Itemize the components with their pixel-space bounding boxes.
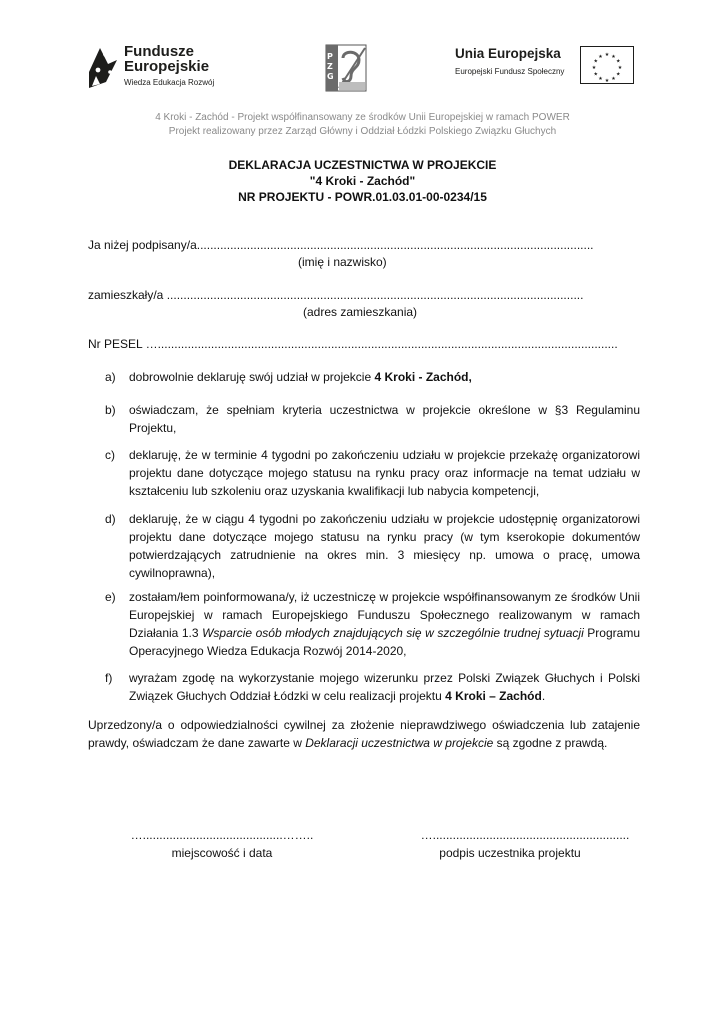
fe-subtitle: Wiedza Edukacja Rozwój bbox=[124, 78, 215, 87]
item-text: oświadczam, że spełniam kryteria uczestnictwa w projekcie określone w §3 Regulaminu Projektu, bbox=[129, 403, 640, 435]
item-letter: e) bbox=[105, 590, 116, 604]
declaration-item-c bbox=[105, 446, 640, 500]
fundusze-europejskie-name bbox=[124, 44, 209, 74]
fe-line2: Europejskie bbox=[124, 58, 210, 75]
signature-field[interactable]: …........................................................... bbox=[420, 828, 630, 842]
svg-text:★: ★ bbox=[615, 71, 621, 78]
item-italic-text: Wsparcie osób młodych znajdujących się w szczególnie trudnej sytuacji bbox=[202, 626, 584, 640]
item-letter: b) bbox=[105, 403, 116, 417]
project-number: NR PROJEKTU - POWR.01.03.01-00-0234/15 bbox=[238, 190, 487, 204]
project-line-1: 4 Kroki - Zachód - Projekt współfinansowany ze środków Unii Europejskiej w ramach POWER bbox=[155, 112, 570, 123]
item-bold-text: 4 Kroki – Zachód bbox=[445, 689, 542, 703]
address-field[interactable]: zamieszkały/a ............................................................................................................................. bbox=[88, 288, 584, 302]
place-date-field[interactable]: …..........................................…….. bbox=[130, 828, 314, 842]
eu-flag-icon bbox=[580, 46, 634, 84]
declaration-item-b bbox=[105, 401, 640, 437]
unia-europejska-text bbox=[455, 46, 573, 76]
closing-statement: Uprzedzony/a o odpowiedzialności cywilnej za złożenie nieprawdziwego oświadczenia lub zatajenie prawdy, oświadczam że dane zawarte w Deklaracji uczestnictwa w projekcie są zgodne z prawdą. bbox=[88, 718, 640, 750]
svg-text:★: ★ bbox=[598, 76, 603, 83]
fundusze-europejskie-logo bbox=[86, 42, 246, 92]
project-line-2: Projekt realizowany przez Zarząd Główny i Oddział Łódzki Polskiego Związku Głuchych bbox=[168, 126, 557, 137]
svg-text:★: ★ bbox=[615, 58, 621, 65]
declaration-item-e bbox=[105, 588, 640, 660]
item-text: dobrowolnie deklaruję swój udział w projekcie 4 Kroki - Zachód, bbox=[129, 370, 472, 384]
name-field[interactable]: Ja niżej podpisany/a....................................................................................................................... bbox=[88, 238, 594, 252]
svg-text:★: ★ bbox=[617, 65, 623, 71]
svg-text:★: ★ bbox=[611, 53, 616, 60]
item-letter: c) bbox=[105, 448, 115, 462]
item-bold-text: 4 Kroki - Zachód, bbox=[374, 370, 472, 384]
item-text: deklaruję, że w terminie 4 tygodni po zakończeniu udziału w projekcie przekażę organizatorowi projektu dane dotyczące mojego statusu na rynku pracy oraz informacje na temat udziału w kształceniu lub szkoleniu oraz uzyskania kwalifikacji lub nabycia kompetencji, bbox=[129, 448, 640, 498]
pzg-logo bbox=[325, 44, 367, 92]
name-caption: (imię i nazwisko) bbox=[298, 255, 387, 269]
place-date-label: miejscowość i data bbox=[171, 846, 273, 860]
svg-text:★: ★ bbox=[591, 65, 597, 71]
declaration-item-a bbox=[105, 368, 640, 386]
ue-subtitle: Europejski Fundusz Społeczny bbox=[455, 67, 565, 76]
pzg-letters: PZG bbox=[327, 52, 334, 81]
item-letter: a) bbox=[105, 370, 116, 384]
closing-italic-text: Deklaracji uczestnictwa w projekcie bbox=[305, 736, 494, 750]
item-text: zostałam/łem poinformowana/y, iż uczestniczę w projekcie współfinansowanym ze środków Unii Europejskiej w ramach Europejskiego Funduszu Społecznego realizowanym w ramach Działania 1.3 Wsparcie osób młodych znajdujących się w szczególnie trudnej sytuacji Programu Operacyjnego Wiedza Edukacja Rozwój 2014-2020, bbox=[129, 590, 640, 658]
fe-line1: Fundusze bbox=[124, 43, 194, 60]
item-text: deklaruję, że w ciągu 4 tygodni po zakończeniu udziału w projekcie udostępnię organizatorowi projektu dane dotyczące mojego statusu na rynku pracy (w tym kserokopie dokumentów potwierdzających zatrudnienie na okres min. 3 miesięcy np. umowa o pracę, umowa cywilnoprawna), bbox=[129, 512, 640, 580]
fundusze-europejskie-star-icon bbox=[86, 42, 120, 90]
svg-text:★: ★ bbox=[598, 53, 603, 60]
ue-title: Unia Europejska bbox=[455, 46, 561, 61]
item-text: wyrażam zgodę na wykorzystanie mojego wizerunku przez Polski Związek Głuchych i Polski Związek Głuchych Oddział Łódzki w celu realizacji projektu 4 Kroki – Zachód. bbox=[129, 671, 640, 703]
pesel-field[interactable]: Nr PESEL ….......................................................................................................................................... bbox=[88, 337, 618, 351]
signature-label: podpis uczestnika projektu bbox=[439, 846, 581, 860]
document-title: DEKLARACJA UCZESTNICTWA W PROJEKCIE bbox=[228, 158, 497, 172]
svg-text:★: ★ bbox=[611, 76, 616, 83]
item-letter: f) bbox=[105, 671, 113, 685]
declaration-item-f bbox=[105, 669, 640, 705]
project-name: "4 Kroki - Zachód" bbox=[309, 174, 416, 188]
svg-text:★: ★ bbox=[593, 71, 599, 78]
declaration-item-d bbox=[105, 510, 640, 582]
svg-text:★: ★ bbox=[604, 78, 610, 83]
item-letter: d) bbox=[105, 512, 116, 526]
svg-text:★: ★ bbox=[593, 58, 599, 65]
address-caption: (adres zamieszkania) bbox=[303, 305, 418, 319]
svg-text:★: ★ bbox=[604, 52, 610, 58]
